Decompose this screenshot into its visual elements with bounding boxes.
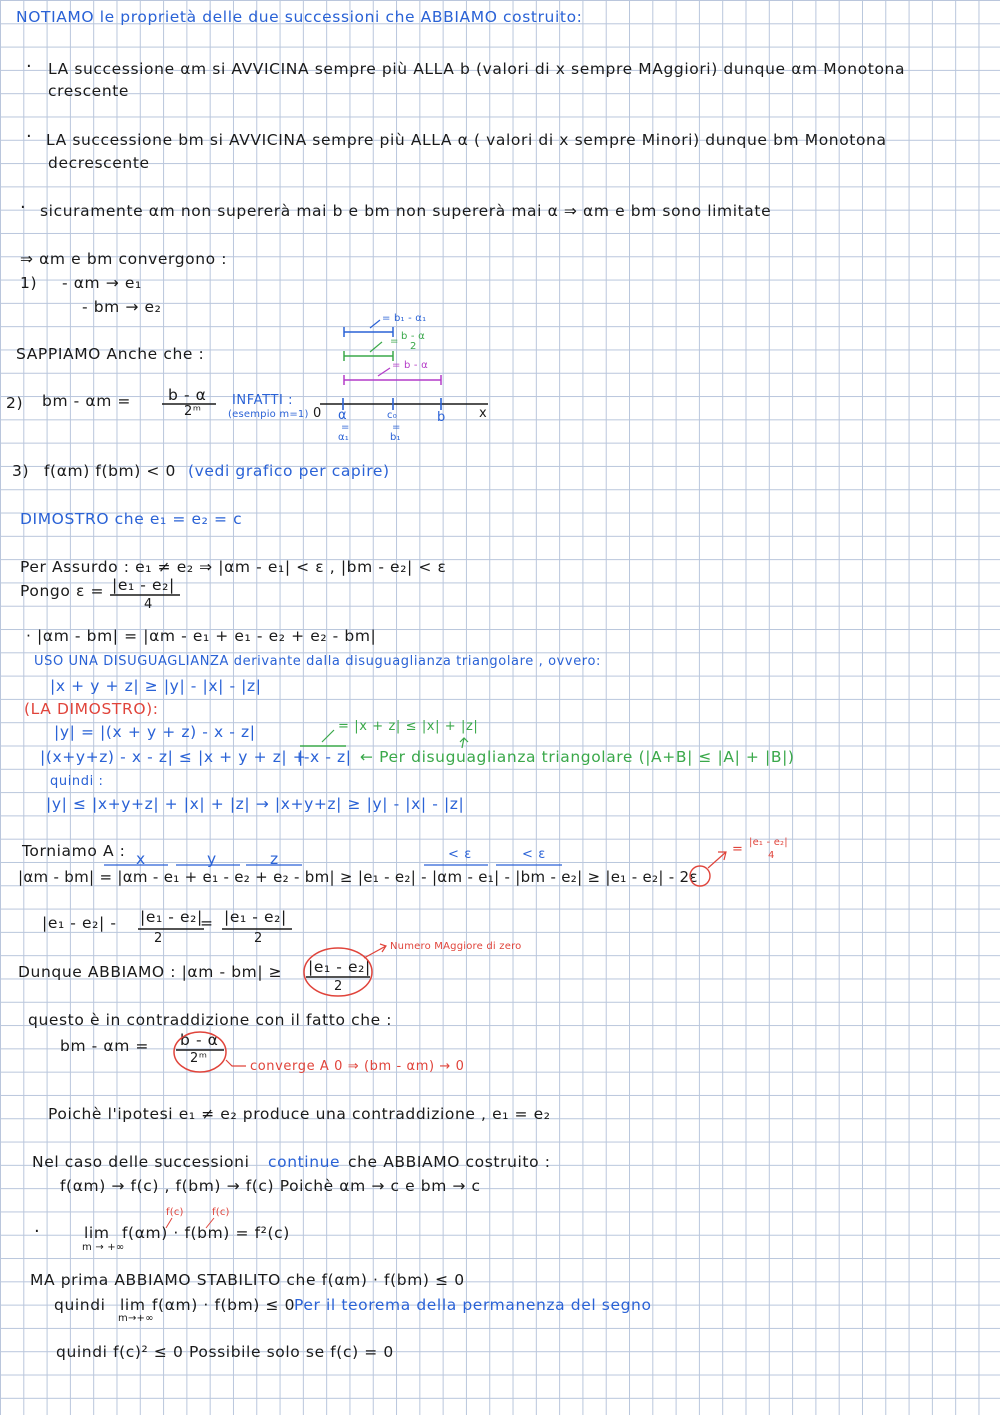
axis-label-alpha: α <box>338 408 348 423</box>
segment-green-den: 2 <box>410 341 417 352</box>
bullet1-line2: crescente <box>48 82 130 100</box>
torniamo-lt2: < ε <box>522 847 546 862</box>
limit-expr: f(αm) · f(bm) = f²(c) <box>122 1224 290 1242</box>
point3-num: 3) <box>12 462 30 480</box>
continue-line: f(αm) → f(c) , f(bm) → f(c) Poichè αm → c e bm → c <box>60 1177 481 1195</box>
pointer-arrow <box>364 944 386 958</box>
proof-line2b: |-x - z| <box>298 748 352 766</box>
pointer-arrow <box>166 1218 172 1228</box>
epsilon-circle <box>690 866 710 886</box>
limit-fc1: f(c) <box>166 1207 184 1218</box>
sappiamo: SAPPIAMO Anche che : <box>16 345 205 363</box>
pointer-arrow <box>378 368 390 376</box>
segment-purple-label: = b - α <box>392 360 428 371</box>
segment-green-eq: = <box>390 336 399 347</box>
bullet-dot: · <box>26 126 33 147</box>
point3-note: (vedi grafico per capire) <box>188 462 390 480</box>
quindi1-lim: lim <box>120 1296 146 1314</box>
contraddizione-text: questo è in contraddizione con il fatto che : <box>28 1011 393 1029</box>
quindi1-sub: m→+∞ <box>118 1313 154 1324</box>
dimostro: DIMOSTRO che e₁ = e₂ = c <box>20 510 243 528</box>
pointer-arrow <box>370 342 382 352</box>
proof-line2: |(x+y+z) - x - z| ≤ |x + y + z| + <box>40 748 307 766</box>
assurdo-eps-num: |e₁ - e₂| <box>112 576 175 594</box>
dunque-den: 2 <box>334 979 343 994</box>
point2-frac-num: b - α <box>168 386 207 404</box>
torniamo-red-den: 4 <box>768 850 775 861</box>
simplify-rden: 2 <box>254 931 263 946</box>
limit-fc2: f(c) <box>212 1207 230 1218</box>
fraction-circle <box>174 1032 226 1072</box>
heading: NOTIAMO le proprietà delle due successioni che ABBIAMO costruito: <box>16 8 583 26</box>
axis-label-b: b <box>437 410 446 425</box>
torniamo-red-num: |e₁ - e₂| <box>749 837 788 848</box>
point2-esempio: (esempio m=1) <box>228 409 309 420</box>
segment-blue-label: = b₁ - α₁ <box>382 313 427 324</box>
torniamo-x: x <box>136 850 146 868</box>
converge-a: - αm → e₁ <box>62 274 142 292</box>
contraddizione-note: converge A 0 ⇒ (bm - αm) → 0 <box>250 1059 465 1074</box>
point2-frac-den: 2ᵐ <box>184 404 202 419</box>
simplify-a: |e₁ - e₂| - <box>42 914 117 932</box>
quindi1-expr: f(αm) · f(bm) ≤ 0 <box>152 1296 296 1314</box>
simplify-den: 2 <box>154 931 163 946</box>
bullet3: sicuramente αm non supererà mai b e bm non supererà mai α ⇒ αm e bm sono limitate <box>40 202 772 220</box>
torniamo-line: |αm - bm| = |αm - e₁ + e₁ - e₂ + e₂ - bm| ≥ |e₁ - e₂| - |αm - e₁| - |bm - e₂| ≥ |e₁ - e₂| - 2ε <box>18 868 698 886</box>
contraddizione-num: b - α <box>180 1031 219 1049</box>
assurdo-line: Per Assurdo : e₁ ≠ e₂ ⇒ |αm - e₁| < ε , |bm - e₂| < ε <box>20 558 447 576</box>
dunque-note: Numero MAggiore di zero <box>390 941 522 952</box>
limit-bullet: · <box>34 1221 41 1242</box>
point2-infatti: INFATTI : <box>232 393 294 408</box>
uso-disuguaglianza: USO UNA DISUGUAGLIANZA derivante dalla disuguaglianza triangolare , ovvero: <box>34 654 601 669</box>
limit-lim: lim <box>84 1224 110 1242</box>
continue-pre: Nel caso delle successioni <box>32 1153 250 1171</box>
contraddizione-den: 2ᵐ <box>190 1051 208 1066</box>
segment-green-num: b - α <box>401 331 425 342</box>
limit-sub: m → +∞ <box>82 1242 125 1253</box>
quindi1-note: Per il teorema della permanenza del segno <box>294 1296 652 1314</box>
torniamo-lt1: < ε <box>448 847 472 862</box>
simplify-num: |e₁ - e₂| <box>140 908 203 926</box>
proof-green-top: = |x + z| ≤ |x| + |z| <box>338 719 479 734</box>
contraddizione-lhs: bm - αm = <box>60 1037 150 1055</box>
axis-label-zero: 0 <box>313 406 322 421</box>
converge-num: 1) <box>20 274 38 292</box>
torniamo-y: y <box>207 850 217 868</box>
point3-expr: f(αm) f(bm) < 0 <box>44 462 176 480</box>
ma-prima: MA prima ABBIAMO STABILITO che f(αm) · f(bm) ≤ 0 <box>30 1271 465 1289</box>
quindi1-pre: quindi <box>54 1296 106 1314</box>
result-circle <box>304 948 372 996</box>
converge-b: - bm → e₂ <box>82 298 162 316</box>
proof-green-note: ← Per disuguaglianza triangolare (|A+B| ≤ |A| + |B|) <box>360 748 795 766</box>
dunque-text: Dunque ABBIAMO : |αm - bm| ≥ <box>18 963 283 981</box>
axis-eq-b: = <box>392 422 401 433</box>
bullet-dot: · <box>26 56 33 77</box>
torniamo-red-eq: = <box>732 842 744 857</box>
simplify-eq: = <box>200 914 214 932</box>
assurdo-pongo: Pongo ε = <box>20 582 105 600</box>
axis-label-c0: c₀ <box>387 410 397 421</box>
point2-lhs: bm - αm = <box>42 392 132 410</box>
continue-word: continue <box>268 1153 341 1171</box>
abs-line: · |αm - bm| = |αm - e₁ + e₁ - e₂ + e₂ - bm| <box>26 627 377 645</box>
proof-line1: |y| = |(x + y + z) - x - z| <box>54 723 256 741</box>
torniamo-label: Torniamo A : <box>22 842 126 860</box>
dunque-num: |e₁ - e₂| <box>308 958 371 976</box>
axis-label-x: x <box>479 406 488 421</box>
proof-quindi: quindi : <box>50 774 104 789</box>
bullet1-line1: LA successione αm si AVVICINA sempre più ALLA b (valori di x sempre MAggiori) dunque αm Monotona <box>48 60 906 78</box>
pointer-arrow <box>226 1060 246 1066</box>
pointer-arrow <box>206 1218 214 1228</box>
pointer-arrow <box>322 730 334 742</box>
bullet2-line1: LA successione bm si AVVICINA sempre più ALLA α ( valori di x sempre Minori) dunque bm Monotona <box>46 131 887 149</box>
continue-post: che ABBIAMO costruito : <box>348 1153 551 1171</box>
simplify-rnum: |e₁ - e₂| <box>224 908 287 926</box>
bullet2-line2: decrescente <box>48 154 150 172</box>
axis-sub-alpha1: α₁ <box>338 432 350 443</box>
pointer-arrow <box>370 320 380 328</box>
pointer-arrow <box>708 852 726 868</box>
bullet-dot: · <box>20 197 27 218</box>
assurdo-eps-den: 4 <box>144 597 153 612</box>
torniamo-z: z <box>270 850 279 868</box>
point2-num: 2) <box>6 394 24 412</box>
axis-sub-b1: b₁ <box>390 432 401 443</box>
ineq: |x + y + z| ≥ |y| - |x| - |z| <box>50 677 262 695</box>
pointer-arrow <box>460 738 468 748</box>
axis-eq-a: = <box>341 422 350 433</box>
converge-intro: ⇒ αm e bm convergono : <box>20 250 228 268</box>
proof-line3: |y| ≤ |x+y+z| + |x| + |z| → |x+y+z| ≥ |y| - |x| - |z| <box>46 795 465 813</box>
poiche: Poichè l'ipotesi e₁ ≠ e₂ produce una contraddizione , e₁ = e₂ <box>48 1105 551 1123</box>
la-dimostro: (LA DIMOSTRO): <box>24 700 159 718</box>
quindi2: quindi f(c)² ≤ 0 Possibile solo se f(c) = 0 <box>56 1343 394 1361</box>
